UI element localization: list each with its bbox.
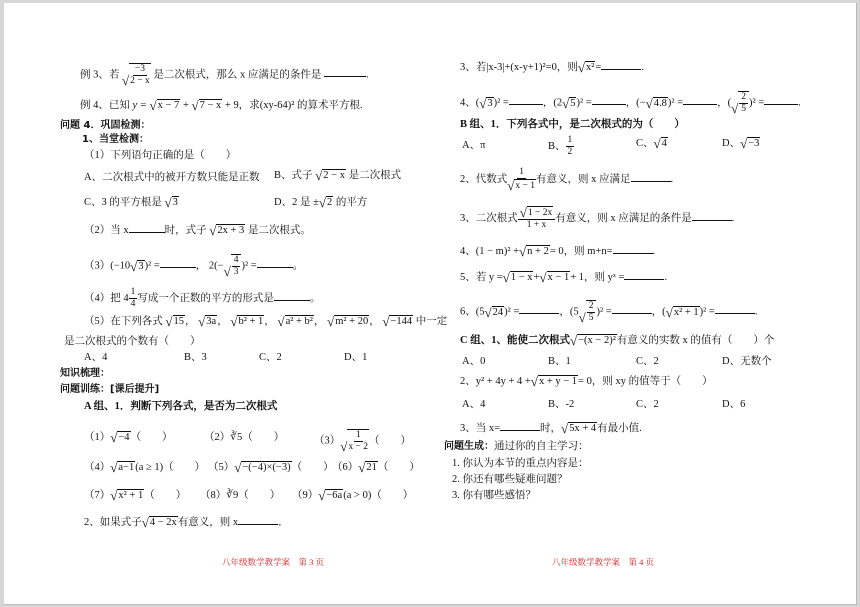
opt-d-text: D、2 是 ± — [274, 197, 319, 208]
paren: （ ） — [291, 462, 334, 473]
item5-opt-b: B、3 — [184, 352, 207, 363]
sqrt-content: x − 1 — [547, 272, 570, 284]
section-q4-sub: 1、当堂检测： — [82, 134, 149, 145]
paren: （ ） — [238, 490, 281, 501]
b5-text3: . — [664, 272, 668, 283]
opt-b-text: B、式子 — [274, 170, 313, 181]
num: （5） — [208, 462, 235, 473]
b3-text: 3、二次根式 — [460, 212, 518, 224]
fraction-den: 1 + x — [526, 220, 547, 230]
b6-text3: ，(5 — [559, 306, 579, 318]
b-question-5 — [460, 269, 667, 285]
sqrt-content: 4 — [661, 138, 667, 150]
r4-text4: )² = — [576, 97, 592, 109]
a-item-2 — [204, 431, 284, 445]
c-question-3 — [460, 420, 642, 436]
example-3: 例 3、若 √ $\frac{-3}{2 - x}$ 是二次根式，那么 x 应满足的条件是 . — [80, 64, 369, 88]
sqrt-expr: √ x − 1 — [539, 270, 570, 286]
c3-text: 3、当 x= — [460, 423, 501, 434]
r4-text: 4、( — [460, 97, 480, 109]
item-5: （5）在下列各式 √ 15 ， √ 3a ， √ b² + 1 ， √ a² + b² ， √ m² + 20 ， √ −144 中一定 — [84, 314, 448, 330]
knowledge-title: 知识梳理： — [60, 368, 110, 379]
a-item-7 — [84, 489, 186, 503]
gen-question-2: 2. 你还有哪些疑难问题？ — [452, 474, 568, 485]
fraction-num: 1 — [567, 135, 573, 145]
sqrt-expr: √ 3 — [130, 258, 144, 274]
cube-root: ∛9 — [226, 490, 239, 501]
fraction-num: 1 — [519, 167, 524, 177]
r4-text7: ，( — [717, 97, 732, 109]
opt-label: D、 — [722, 138, 741, 149]
item4-text2: 写成一个正数的平方的形式是 — [137, 292, 274, 304]
b-question-4 — [460, 243, 655, 259]
item4-text3: 。 — [309, 292, 321, 304]
answer-blank[interactable] — [509, 94, 543, 105]
example-4 — [80, 99, 363, 113]
sqrt-expr: √ 4 — [653, 136, 667, 152]
b5-text2: + 1，则 yˣ = — [570, 272, 625, 283]
item3-text3: ， 2(− — [195, 260, 224, 272]
sqrt-content: 3 — [487, 97, 493, 109]
sqrt-content: a−1 — [118, 462, 135, 474]
item5-text2: 中一定 — [415, 316, 448, 327]
item5-opt-a: A、4 — [84, 352, 108, 363]
sqrt-expr: √ 4.8 — [645, 95, 667, 111]
fraction-den: 2 — [567, 147, 573, 157]
answer-blank[interactable] — [613, 243, 653, 254]
answer-blank[interactable] — [274, 290, 310, 301]
sqrt-content: 5x + 4 — [569, 423, 597, 435]
answer-blank[interactable] — [601, 59, 641, 70]
r4-text9: . — [798, 97, 801, 109]
num: （6） — [332, 462, 359, 473]
answer-blank[interactable] — [631, 171, 671, 182]
a-item-5 — [208, 461, 334, 475]
sqrt-expr: √ $\frac{2}{5}$ — [579, 300, 597, 324]
fraction-num: 2 — [741, 92, 746, 102]
sqrt-content: m² + 20 — [335, 316, 369, 328]
gen-question-3: 3. 你有哪些感悟？ — [452, 490, 536, 501]
answer-blank[interactable] — [692, 210, 732, 221]
r3-eq: = — [595, 62, 602, 73]
footer-page-3: 八年级数学教学案 第 3 页 — [222, 557, 325, 567]
sqrt-content: 24 — [492, 306, 504, 318]
b2-text2: 有意义，则 x 应满足 — [536, 173, 631, 185]
worksheet-page — [4, 3, 857, 605]
sqrt-expr: √ −(−4)×(−3) — [234, 460, 291, 476]
answer-blank[interactable] — [129, 222, 165, 233]
sqrt-expr: √ x − 7 — [149, 98, 180, 114]
item4-text: （4）把 4 — [84, 292, 129, 304]
answer-blank[interactable] — [592, 94, 626, 105]
sqrt-expr: √ 1 − x — [502, 270, 533, 286]
r3-text: 3、若|x-3|+(x-y+1)²=0，则 — [460, 62, 578, 73]
ex3-text2: 是二次根式，那么 x 应满足的条件是 — [153, 69, 322, 81]
option-b — [274, 169, 401, 183]
r4-text6: )² = — [667, 97, 684, 109]
sqrt-content: 5 — [570, 97, 576, 109]
condition: (a ≥ 1) — [135, 462, 164, 473]
b4-text2: = 0，则 m+n= — [549, 246, 613, 257]
b1-opt-b — [548, 135, 574, 158]
sqrt-content: b² + 1 — [238, 316, 264, 328]
a-item-6 — [332, 461, 420, 475]
sqrt-expr: √ 2 — [318, 195, 333, 211]
option-d — [274, 196, 367, 210]
item3-text: （3）(−10 — [84, 260, 131, 272]
item3-text4: )² = — [241, 260, 257, 272]
c2-text2: = 0，则 xy 的值等于（ ） — [578, 376, 713, 387]
sqrt-content: 2x + 3 — [217, 225, 245, 237]
opt-label: B、 — [548, 140, 566, 152]
sqrt-expr: √ b² + 1 — [230, 314, 264, 330]
sqrt-content: x² + 1 — [673, 306, 699, 318]
answer-blank[interactable] — [257, 257, 293, 268]
sqrt-content: −(−4)×(−3) — [242, 462, 291, 474]
item-3 — [84, 254, 303, 278]
num: （2） — [204, 432, 231, 443]
option-a: A、二次根式中的被开方数只能是正数 — [84, 172, 260, 183]
fraction-den: x − 2 — [348, 442, 368, 452]
ex4-y: y = — [132, 100, 147, 111]
r4-text8: )² = — [748, 97, 765, 109]
ex3-text: 例 3、若 — [80, 69, 120, 81]
plus: + — [182, 100, 189, 111]
b6-text: 6、(5 — [460, 306, 485, 318]
ex4-text: 例 4、已知 — [80, 100, 130, 111]
fraction-num: 2 — [588, 301, 594, 311]
b1-opt-a: A、π — [462, 140, 486, 151]
item5-opt-c: C、2 — [259, 352, 282, 363]
b3-text3: . — [731, 212, 735, 224]
sqrt-expr: √ 24 — [484, 304, 504, 320]
sqrt-content: 2 — [327, 197, 333, 209]
sqrt-expr: √ x − 1 — [507, 178, 535, 193]
b6-text7: . — [754, 306, 758, 318]
sqrt-expr: √ a² + b² — [277, 314, 313, 330]
sqrt-expr: √ x + y − 1 — [530, 374, 578, 390]
sqrt-expr: √ 1 − 2x — [519, 205, 553, 220]
b-question-3 — [460, 206, 734, 231]
b6-text2: )² = — [504, 306, 520, 318]
item2-text3: 是二次根式。 — [247, 225, 311, 236]
sqrt-expr: √ x² — [577, 60, 595, 76]
item2-text2: 时，式子 — [164, 225, 207, 236]
sqrt-content: 2 − x — [323, 170, 345, 182]
answer-blank[interactable] — [519, 303, 559, 314]
item3-text2: )² = — [144, 260, 160, 272]
b6-text5: ，( — [651, 306, 666, 318]
paren: （ ） — [242, 432, 285, 443]
r4-text5: ，(− — [625, 97, 646, 109]
sqrt-content: x² + 1 — [118, 490, 144, 502]
answer-blank[interactable] — [624, 269, 664, 280]
sqrt-expr: √ −144 — [382, 314, 413, 330]
c2-opt-b: B、-2 — [548, 399, 575, 410]
fraction-den: 4 — [130, 299, 136, 309]
paren: （ ） — [377, 462, 420, 473]
fraction-num: 1 − 2x — [527, 208, 553, 218]
group-a-title: A 组、1．判断下列各式，是否为二次根式 — [84, 401, 278, 412]
paren: （ ） — [144, 490, 187, 501]
b3-text2: 有意义，则 x 应满足的条件是 — [555, 212, 692, 224]
sqrt-expr: √ $\frac{1}{x - 2}$ — [340, 430, 368, 454]
b2-text3: . — [670, 173, 674, 185]
c1-opt-a: A、0 — [462, 356, 486, 367]
training-title: 问题训练：[课后提升] — [60, 384, 160, 395]
sqrt-content: 3 — [172, 197, 178, 209]
sqrt-content: −3 — [748, 138, 760, 150]
c2-opt-a: A、4 — [462, 399, 486, 410]
section-q4-title: 问题 4．巩固检测： — [60, 120, 151, 131]
c1-opt-d: D、无数个 — [722, 356, 772, 367]
answer-blank[interactable] — [715, 303, 755, 314]
sqrt-expr: √ a−1 — [110, 460, 135, 476]
sqrt-expr: √ 4 − 2x — [141, 515, 177, 531]
group-b-title: B 组、1．下列各式中，是二次根式的为（ ） — [460, 119, 685, 130]
fraction-den: 5 — [588, 313, 594, 323]
sqrt-content: 4.8 — [653, 97, 667, 109]
item-5-cont: 是二次根式的个数有（ ） — [64, 336, 201, 347]
answer-blank[interactable] — [683, 94, 717, 105]
cube-root: ∛5 — [230, 432, 243, 443]
fraction-num: 4 — [233, 255, 239, 265]
item-1: （1）下列语句正确的是（ ） — [84, 150, 237, 161]
sqrt-content: −4 — [118, 432, 130, 444]
b4-text: 4、(1 − m)² + — [460, 246, 520, 257]
num: （8） — [200, 490, 227, 501]
sqrt-content: 1 − x — [510, 272, 533, 284]
sqrt-expr: √ m² + 20 — [327, 314, 369, 330]
footer-page-4: 八年级数学教学案 第 4 页 — [552, 557, 655, 567]
sqrt-expr: √ 15 — [165, 314, 185, 330]
cgroup-text: C 组、1、能使二次根式 — [460, 335, 570, 346]
answer-blank[interactable] — [612, 303, 652, 314]
num: （4） — [84, 462, 111, 473]
sqrt-content: x − 7 — [157, 100, 180, 112]
item3-text5: 。 — [292, 260, 304, 272]
generation-title — [444, 440, 589, 454]
a-item-3 — [314, 429, 411, 453]
opt-label: C、 — [636, 138, 654, 149]
sqrt-content: 3a — [206, 316, 217, 328]
condition: (a > 0) — [343, 490, 372, 501]
sqrt-content: a² + b² — [285, 316, 313, 328]
paren: （ ） — [371, 490, 414, 501]
paren: （ ） — [163, 462, 206, 473]
fraction-den: 2 − x — [130, 76, 150, 86]
sqrt-expr: √ 7 − x — [191, 98, 222, 114]
b5-plus: + — [533, 272, 540, 283]
item-4 — [84, 287, 320, 310]
num: （3） — [314, 435, 341, 447]
sqrt-expr: √ $\frac{-3}{2 - x}$ — [122, 64, 150, 88]
sqrt-content: 7 − x — [199, 100, 222, 112]
sqrt-expr: √ n + 2 — [519, 244, 549, 260]
q2-text: 2、如果式子 — [84, 517, 142, 528]
sqrt-content: x² — [586, 62, 595, 74]
sqrt-content: 21 — [366, 462, 377, 474]
fraction-den: 3 — [233, 267, 239, 277]
b6-text4: )² = — [596, 306, 612, 318]
a-item-1 — [84, 431, 173, 445]
answer-blank[interactable] — [500, 420, 540, 431]
sqrt-expr: √ 21 — [358, 460, 377, 476]
sqrt-expr: √ x² + 1 — [665, 304, 699, 320]
answer-blank[interactable] — [764, 94, 798, 105]
b-question-6 — [460, 300, 757, 324]
sqrt-expr: √ $\frac{4}{3}$ — [224, 254, 242, 278]
r4-text2: )² = — [493, 97, 509, 109]
sqrt-expr: √ 3a — [198, 314, 217, 330]
sqrt-content: −144 — [390, 316, 413, 328]
item2-text: （2）当 x — [84, 225, 129, 236]
answer-blank[interactable] — [238, 514, 278, 525]
sqrt-expr: √ 5x + 4 — [561, 421, 597, 437]
right-q3: 3、若|x-3|+(x-y+1)²=0，则 √ x² = . — [460, 60, 644, 76]
b4-text3: . — [652, 246, 656, 257]
b6-text6: )² = — [699, 306, 715, 318]
ex4-tail: + 9，求(xy-64)² 的算术平方根. — [224, 100, 363, 111]
paren: （ ） — [130, 432, 173, 443]
option-c — [84, 196, 179, 210]
sqrt-expr: √ $\frac{2}{5}$ — [731, 91, 749, 115]
fraction-den: x − 1 — [515, 181, 535, 191]
gen-sub: 通过你的自主学习： — [494, 441, 589, 452]
sqrt-expr: √ 5 — [562, 95, 576, 111]
q2-text2: 有意义，则 x — [177, 517, 239, 528]
fraction-den: 5 — [741, 104, 746, 114]
a-item-4 — [84, 461, 205, 475]
q2-text3: ． — [278, 517, 289, 528]
sqrt-expr: √ −4 — [110, 430, 130, 446]
sqrt-content: −6a — [326, 490, 343, 502]
sqrt-expr: √ x² + 1 — [110, 488, 144, 504]
a-question-2 — [84, 514, 289, 530]
paren: （ ） — [369, 435, 411, 447]
b5-text: 5、若 y = — [460, 272, 503, 283]
answer-blank[interactable] — [160, 257, 196, 268]
sqrt-expr: √ −(x − 2)² — [569, 333, 616, 349]
b2-text: 2、代数式 — [460, 173, 508, 185]
sqrt-content: −(x − 2)² — [578, 335, 616, 347]
sqrt-content: 3 — [138, 260, 144, 272]
opt-c-text: C、3 的平方根是 — [84, 197, 162, 208]
c2-text: 2、y² + 4y + 4 + — [460, 376, 531, 387]
b1-opt-d — [722, 137, 760, 151]
num: （1） — [84, 432, 111, 443]
group-c-title — [460, 334, 774, 348]
num: （9） — [292, 490, 319, 501]
r4-text3: ，(2 — [542, 97, 563, 109]
opt-d-text2: 的平方 — [335, 197, 368, 208]
c2-opt-c: C、2 — [636, 399, 659, 410]
c3-text3: 有最小值. — [597, 423, 642, 434]
num: （7） — [84, 490, 111, 501]
fraction-num: −3 — [134, 64, 145, 74]
item5-opt-d: D、1 — [344, 352, 368, 363]
sqrt-expr: √ −6a — [318, 488, 343, 504]
a-item-8 — [200, 489, 280, 503]
fraction-num: 1 — [355, 430, 361, 440]
gen-question-1: 1. 你认为本节的重点内容是： — [452, 458, 589, 469]
a-item-9 — [292, 489, 413, 503]
b1-opt-c — [636, 137, 668, 151]
sqrt-content: 4 − 2x — [149, 517, 177, 529]
c1-opt-b: B、1 — [548, 356, 571, 367]
item-2 — [84, 222, 311, 238]
c2-opt-d: D、6 — [722, 399, 746, 410]
sqrt-expr: √ −3 — [740, 136, 760, 152]
right-q4 — [460, 91, 801, 115]
cgroup-text2: 有意义的实数 x 的值有（ ）个 — [616, 335, 775, 346]
sqrt-expr: √ 2 − x — [315, 168, 345, 184]
b-question-2 — [460, 167, 673, 192]
sqrt-content: 15 — [173, 316, 185, 328]
opt-b-text2: 是二次根式 — [348, 170, 402, 181]
fraction-num: 1 — [130, 287, 136, 297]
sqrt-expr: √ 3 — [479, 95, 493, 111]
sqrt-content: x + y − 1 — [538, 376, 578, 388]
answer-blank[interactable] — [324, 66, 366, 77]
gen-title: 问题生成： — [444, 441, 494, 452]
sqrt-expr: √ 2x + 3 — [209, 223, 245, 239]
sqrt-expr: √ 3 — [164, 195, 178, 211]
sqrt-content: n + 2 — [527, 246, 549, 258]
item5-text: （5）在下列各式 — [84, 316, 163, 327]
c-question-2 — [460, 375, 713, 389]
c1-opt-c: C、2 — [636, 356, 659, 367]
c3-text2: 时， — [540, 423, 562, 434]
